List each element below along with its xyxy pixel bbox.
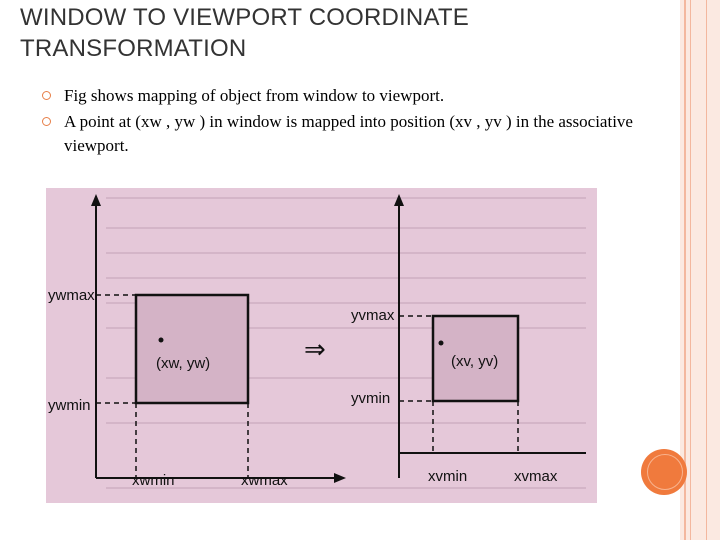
bullet-circle-icon	[42, 91, 51, 100]
label-ywmin: ywmin	[48, 397, 91, 414]
slide-right-border	[680, 0, 720, 540]
window-point	[159, 338, 164, 343]
slide-title	[20, 2, 620, 64]
slide-title-line-1: WINDOW TO VIEWPORT COORDINATE	[20, 4, 469, 31]
bullet-text: Fig shows mapping of object from window to viewport.	[64, 86, 445, 105]
label-yvmin: yvmin	[351, 390, 391, 407]
bullet-list	[42, 84, 662, 160]
bullet-text: A point at (xw , yw ) in window is mapped into position (xv , yv ) in the associative viewport.	[64, 112, 633, 155]
decorative-orange-circle	[641, 449, 687, 495]
label-xwmin: xwmin	[132, 472, 175, 489]
label-xvmax: xvmax	[514, 468, 558, 485]
slide-title-line-2: TRANSFORMATION	[20, 35, 247, 62]
bullet-item	[42, 110, 662, 158]
label-window-point: (xw, yw)	[156, 355, 211, 372]
label-xwmax: xwmax	[241, 472, 288, 489]
window-viewport-figure	[46, 188, 597, 503]
label-xvmin: xvmin	[428, 468, 468, 485]
window-rect	[136, 295, 248, 403]
viewport-point	[439, 341, 444, 346]
label-yvmax: yvmax	[351, 307, 395, 324]
bullet-circle-icon	[42, 117, 51, 126]
bullet-item	[42, 84, 662, 108]
label-arrow: ⇒	[304, 334, 326, 364]
label-ywmax: ywmax	[48, 287, 95, 304]
label-viewport-point: (xv, yv)	[451, 353, 499, 370]
